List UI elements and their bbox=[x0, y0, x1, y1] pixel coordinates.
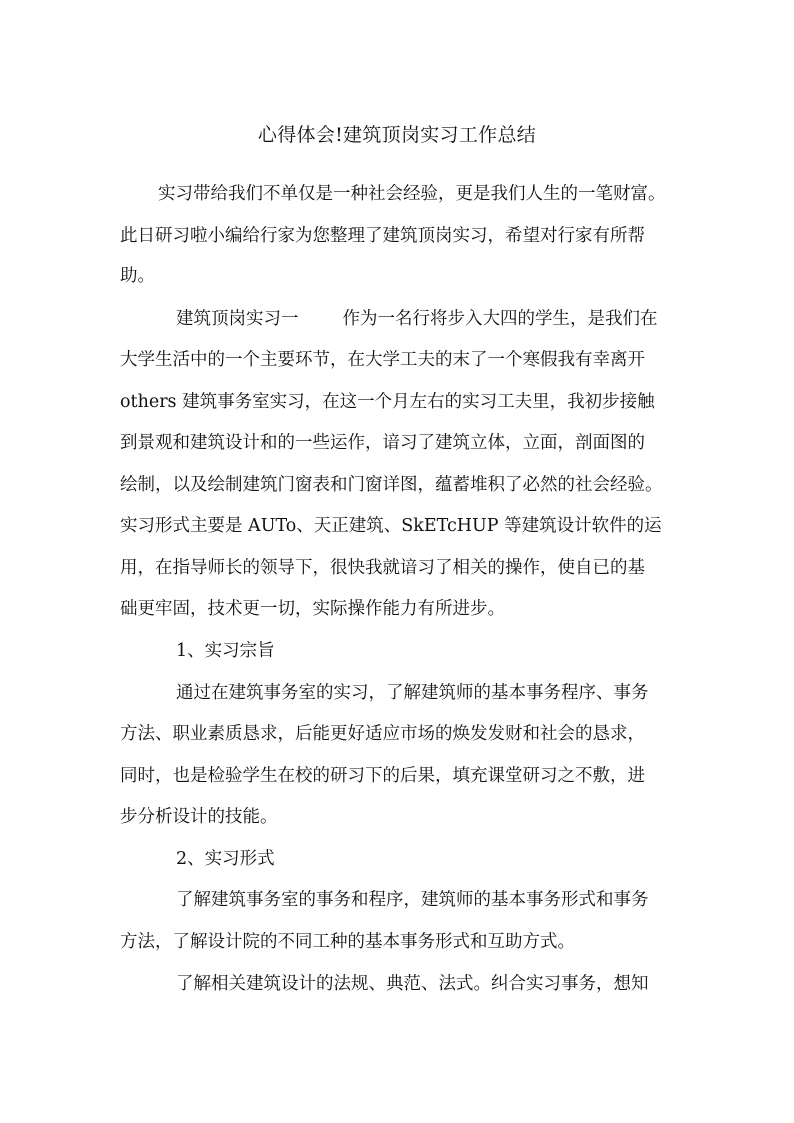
section-heading-text: 作为一名行将步入大四的学生，是我们在 bbox=[342, 309, 658, 329]
paragraph-line: 用，在指导师长的领导下，很快我就谙习了相关的操作，使自已的基 bbox=[120, 558, 645, 578]
paragraph-line: 方法、职业素质恳求，后能更好适应市场的焕发发财和社会的恳求， bbox=[120, 724, 645, 744]
paragraph-line: 同时，也是检验学生在校的研习下的后果，填充课堂研习之不敷，进 bbox=[120, 766, 645, 786]
paragraph-line: 了解建筑事务室的事务和程序，建筑师的基本事务形式和事务 bbox=[176, 890, 649, 910]
paragraph-line: 通过在建筑事务室的实习，了解建筑师的基本事务程序、事务 bbox=[176, 683, 649, 703]
subheading-aim: 1、实习宗旨 bbox=[176, 641, 275, 661]
paragraph-line: 方法，了解设计院的不同工种的基本事务形式和互助方式。 bbox=[120, 932, 575, 952]
paragraph-line: 实习带给我们不单仅是一种社会经验，更是我们人生的一笔财富。 bbox=[158, 184, 666, 204]
paragraph-line: 绘制，以及绘制建筑门窗表和门窗详图，蕴蓄堆积了必然的社会经验。 bbox=[120, 475, 663, 495]
paragraph-line: 此日研习啦小编给行家为您整理了建筑顶岗实习，希望对行家有所帮 bbox=[120, 226, 645, 246]
section-heading-line bbox=[176, 305, 658, 333]
section-heading: 建筑顶岗实习一 bbox=[176, 309, 299, 329]
paragraph-line: 了解相关建筑设计的法规、典范、法式。纠合实习事务，想知 bbox=[176, 974, 649, 994]
paragraph-line: 到景观和建筑设计和的一些运作，谙习了建筑立体，立面，剖面图的 bbox=[120, 433, 645, 453]
paragraph-line: 础更牢固，技术更一切，实际操作能力有所进步。 bbox=[120, 599, 505, 619]
paragraph-line: 大学生活中的一个主要环节，在大学工夫的末了一个寒假我有幸离开 bbox=[120, 350, 645, 370]
document-title: 心得体会!建筑顶岗实习工作总结 bbox=[257, 124, 537, 146]
paragraph-line: 助。 bbox=[120, 266, 155, 286]
paragraph-line: 步分析设计的技能。 bbox=[120, 807, 278, 827]
paragraph-line: 实习形式主要是 AUTo、天正建筑、SkETcHUP 等建筑设计软件的运 bbox=[120, 516, 662, 536]
paragraph-line: others 建筑事务室实习，在这一个月左右的实习工夫里，我初步接触 bbox=[120, 392, 655, 412]
subheading-form: 2、实习形式 bbox=[176, 849, 275, 869]
